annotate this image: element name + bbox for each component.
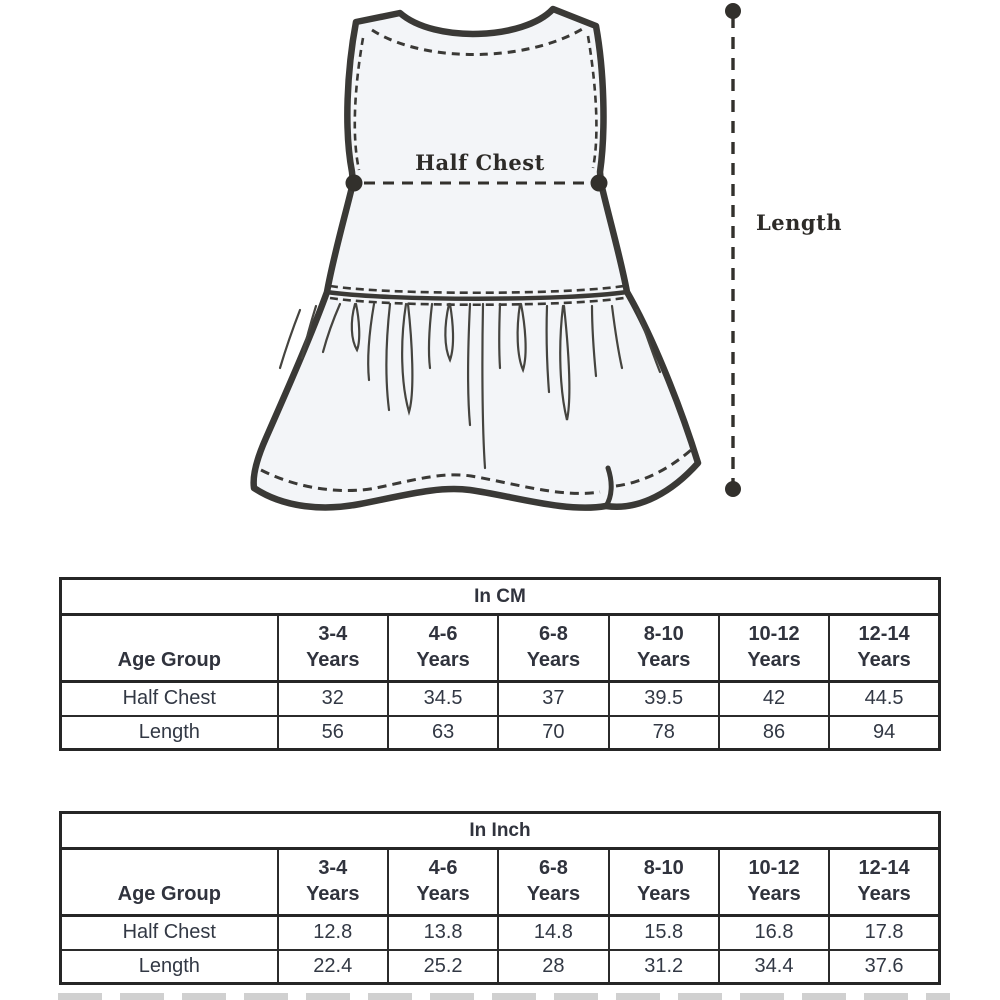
- cell-value: 44.5: [829, 682, 939, 716]
- table-row: [61, 916, 940, 950]
- col-header: 12-14 Years: [829, 615, 939, 682]
- col-header: 3-4 Years: [278, 849, 388, 916]
- length-dot-bottom: [725, 481, 741, 497]
- length-dot-top: [725, 3, 741, 19]
- table-row: [61, 950, 940, 984]
- cell-value: 25.2: [388, 950, 498, 984]
- half-chest-dot-right: [591, 175, 608, 192]
- cell-value: 37: [498, 682, 608, 716]
- cell-value: 34.5: [388, 682, 498, 716]
- table-row: [61, 682, 940, 716]
- size-table-cm: [59, 577, 941, 751]
- col-header: 6-8 Years: [498, 849, 608, 916]
- cell-value: 42: [719, 682, 829, 716]
- table-title: In CM: [61, 579, 940, 615]
- col-header: 4-6 Years: [388, 849, 498, 916]
- cell-value: 12.8: [278, 916, 388, 950]
- cell-value: 17.8: [829, 916, 939, 950]
- cell-value: 94: [829, 716, 939, 750]
- row-label: Length: [61, 950, 278, 984]
- col-header: 8-10 Years: [609, 849, 719, 916]
- cell-value: 63: [388, 716, 498, 750]
- length-label: Length: [756, 210, 843, 235]
- table-title: In Inch: [61, 813, 940, 849]
- age-group-header: Age Group: [61, 849, 278, 916]
- cell-value: 39.5: [609, 682, 719, 716]
- cell-value: 15.8: [609, 916, 719, 950]
- cell-value: 34.4: [719, 950, 829, 984]
- col-header: 12-14 Years: [829, 849, 939, 916]
- cell-value: 13.8: [388, 916, 498, 950]
- cell-value: 16.8: [719, 916, 829, 950]
- row-label: Half Chest: [61, 916, 278, 950]
- cell-value: 22.4: [278, 950, 388, 984]
- col-header: 6-8 Years: [498, 615, 608, 682]
- col-header: 10-12 Years: [719, 849, 829, 916]
- size-table-inch: [59, 811, 941, 985]
- age-group-header: Age Group: [61, 615, 278, 682]
- cell-value: 78: [609, 716, 719, 750]
- half-chest-label: Half Chest: [415, 150, 545, 175]
- row-label: Length: [61, 716, 278, 750]
- cell-value: 28: [498, 950, 608, 984]
- cell-value: 14.8: [498, 916, 608, 950]
- col-header: 8-10 Years: [609, 615, 719, 682]
- col-header: 4-6 Years: [388, 615, 498, 682]
- table-row: [61, 716, 940, 750]
- cell-value: 32: [278, 682, 388, 716]
- col-header: 3-4 Years: [278, 615, 388, 682]
- cell-value: 31.2: [609, 950, 719, 984]
- col-header: 10-12 Years: [719, 615, 829, 682]
- dress-outline: [254, 9, 698, 508]
- row-label: Half Chest: [61, 682, 278, 716]
- cell-value: 37.6: [829, 950, 939, 984]
- cell-value: 86: [719, 716, 829, 750]
- half-chest-dot-left: [346, 175, 363, 192]
- cropped-bottom-strip: [58, 993, 950, 1000]
- cell-value: 56: [278, 716, 388, 750]
- cell-value: 70: [498, 716, 608, 750]
